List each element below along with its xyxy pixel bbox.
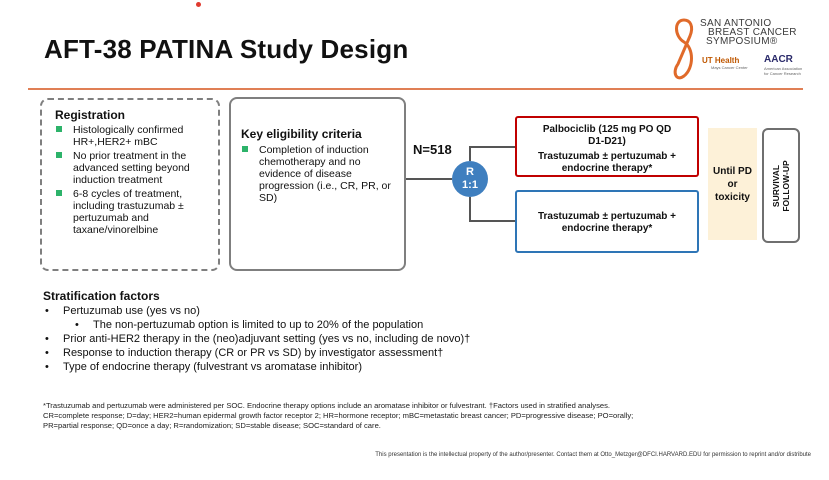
bullet-square-icon <box>56 152 62 158</box>
stratification-factors <box>43 289 543 374</box>
connector-line <box>469 146 515 148</box>
registration-bullet: Histologically confirmed HR+,HER2+ mBC <box>55 124 210 148</box>
title-divider <box>28 88 803 90</box>
logo-line-2: BREAST CANCER <box>708 27 797 38</box>
bullet-dot-icon: • <box>45 305 49 317</box>
sabcs-logo <box>670 16 820 82</box>
ut-health-sub: Mays Cancer Center <box>711 65 748 70</box>
survival-follow-up-box <box>762 128 800 243</box>
stratification-item: • Pertuzumab use (yes vs no) <box>45 305 200 317</box>
ribbon-icon <box>670 16 698 82</box>
stratification-subitem: • The non-pertuzumab option is limited to up to 20% of the population <box>75 319 424 331</box>
bullet-square-icon <box>56 190 62 196</box>
until-pd-box: Until PD or toxicity <box>708 128 757 240</box>
bullet-dot-icon: • <box>75 319 79 331</box>
slide-title: AFT-38 PATINA Study Design <box>44 34 409 64</box>
aacr-logo: AACR <box>764 54 793 65</box>
arm-palbociclib-box: Palbociclib (125 mg PO QD D1-D21) Trastuzumab ± pertuzumab + endocrine therapy* <box>515 116 699 177</box>
bullet-dot-icon: • <box>45 347 49 359</box>
arm-control-box: Trastuzumab ± pertuzumab + endocrine therapy* <box>515 190 699 253</box>
registration-title: Registration <box>55 108 126 122</box>
eligibility-title: Key eligibility criteria <box>241 127 362 141</box>
registration-bullet: 6-8 cycles of treatment, including trastuzumab ± pertuzumab and taxane/vinorelbine <box>55 188 210 236</box>
stratification-title: Stratification factors <box>43 289 160 303</box>
logo-line-1: SAN ANTONIO <box>700 18 772 29</box>
eligibility-box <box>229 97 406 271</box>
ut-health-logo: UT Health <box>702 56 740 65</box>
footnote: *Trastuzumab and pertuzumab were administered per SOC. Endocrine therapy options include an aromatase inhibitor or fulvestrant. †Factors used in stratified analyses. CR=complete response; D=day; HER2=human epidermal growth factor receptor 2; HR=hormone receptor; mBC=metastatic breast cancer; PD=progressive disease; PO=orally; PR=partial response; QD=once a day; R=randomization; SD=stable disease; SOC=standard of care. <box>43 401 634 430</box>
registration-box <box>40 98 220 271</box>
connector-line <box>469 146 471 161</box>
stratification-item: • Response to induction therapy (CR or PR vs SD) by investigator assessment† <box>45 347 444 359</box>
bullet-dot-icon: • <box>45 333 49 345</box>
stratification-item: • Prior anti-HER2 therapy in the (neo)adjuvant setting (yes vs no, including de novo)† <box>45 333 471 345</box>
laser-pointer-dot <box>196 2 201 7</box>
bullet-square-icon <box>56 126 62 132</box>
logo-line-3: SYMPOSIUM® <box>706 36 778 47</box>
bullet-dot-icon: • <box>45 361 49 373</box>
ip-notice: This presentation is the intellectual property of the author/presenter. Contact them at Otto_Metzger@DFCI.HARVARD.EDU for permission to reprint and/or distribute <box>375 452 811 458</box>
connector-line <box>469 197 471 221</box>
survival-follow-up-label: SURVIVAL FOLLOW-UP <box>771 159 791 212</box>
stratification-item: • Type of endocrine therapy (fulvestrant vs aromatase inhibitor) <box>45 361 362 373</box>
registration-bullet: No prior treatment in the advanced setting beyond induction treatment <box>55 150 210 186</box>
eligibility-bullet: Completion of induction chemotherapy and no evidence of disease progression (i.e., CR, PR, or SD) <box>241 144 396 204</box>
connector-line <box>406 178 452 180</box>
aacr-sub: American Association for Cancer Research <box>764 66 803 76</box>
sample-size-label: N=518 <box>413 142 452 157</box>
connector-line <box>469 220 515 222</box>
bullet-square-icon <box>242 146 248 152</box>
randomization-circle: R 1:1 <box>452 161 488 197</box>
